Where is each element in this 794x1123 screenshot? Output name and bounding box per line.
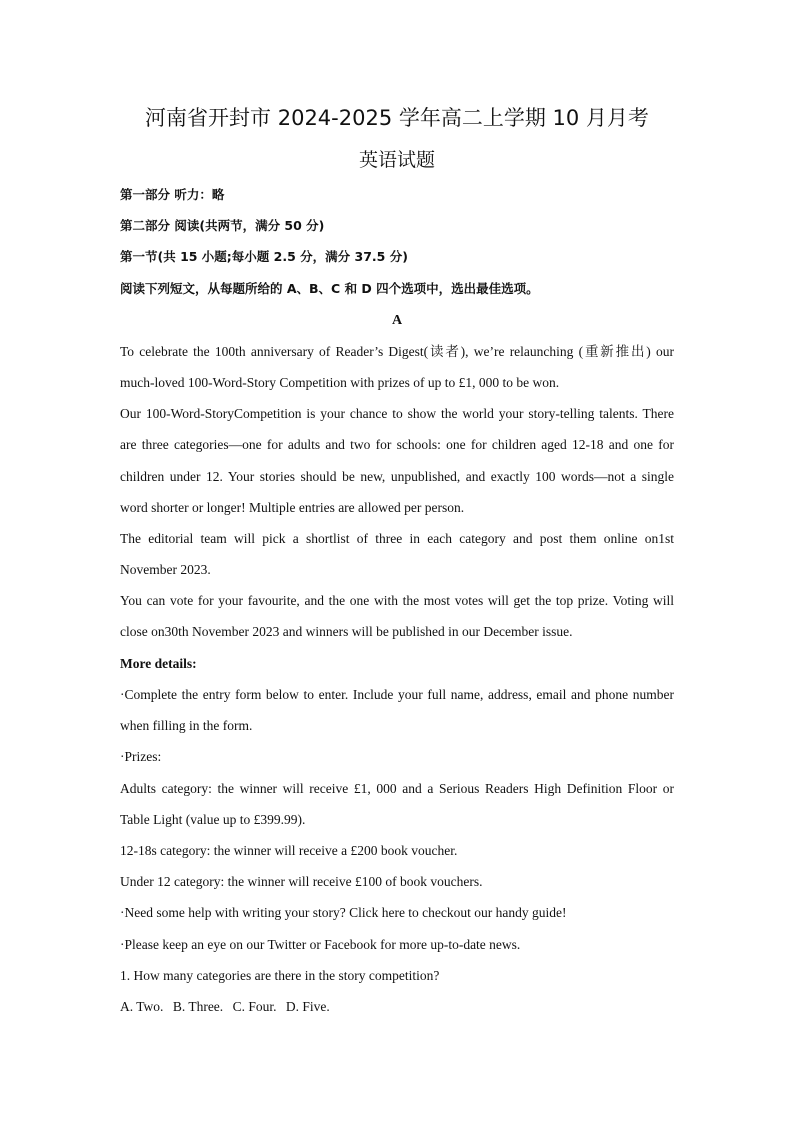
- instruction: 阅读下列短文，从每题所给的 A、B、C 和 D 四个选项中，选出最佳选项。: [120, 281, 539, 296]
- passage-label: A: [391, 313, 403, 328]
- question-1-text: 1. How many categories are there in the story competition?: [120, 968, 440, 983]
- prize-12-18: 12-18s category: the winner will receive a £200 book voucher.: [120, 843, 458, 858]
- prize-under-12: Under 12 category: the winner will receive £100 of book vouchers.: [120, 874, 483, 889]
- part1-heading: 第一部分 听力：略: [120, 187, 225, 202]
- passage-p1-line2: much-loved 100-Word-Story Competition with prizes of up to £1, 000 to be won.: [120, 375, 560, 390]
- detail-entry-line1: ·Complete the entry form below to enter. Include your full name, address, email and phone number: [120, 687, 674, 702]
- passage-p4-line1: You can vote for your favourite, and the one with the most votes will get the top prize. Voting will: [120, 593, 674, 608]
- part2-heading: 第二部分 阅读(共两节，满分 50 分): [120, 218, 325, 233]
- detail-entry-line2: when filling in the form.: [120, 718, 253, 733]
- option-a: A. Two.: [120, 999, 164, 1014]
- passage-p3-line2: November 2023.: [120, 562, 211, 577]
- page-title: 河南省开封市 2024-2025 学年高二上学期 10 月月考: [145, 106, 649, 130]
- passage-p2-line1: Our 100-Word-StoryCompetition is your chance to show the world your story-telling talents. There: [120, 406, 674, 421]
- passage-p3-line1: The editorial team will pick a shortlist of three in each category and post them online on1st: [120, 531, 674, 546]
- question-1-options: [120, 998, 336, 1016]
- option-b: B. Three.: [172, 999, 224, 1014]
- passage-p1-line1: To celebrate the 100th anniversary of Reader’s Digest(读者), we’re relaunching (重新推出) our: [120, 344, 674, 359]
- prize-adults-line2: Table Light (value up to £399.99).: [120, 812, 306, 827]
- page-subtitle: 英语试题: [358, 149, 435, 171]
- part2-section1-heading: 第一节(共 15 小题;每小题 2.5 分，满分 37.5 分): [120, 249, 408, 264]
- option-c: C. Four.: [232, 999, 277, 1014]
- help-note: ·Need some help with writing your story? Click here to checkout our handy guide!: [120, 905, 567, 920]
- passage-p2-line3: children under 12. Your stories should be new, unpublished, and exactly 100 words—not a single: [120, 469, 674, 484]
- news-note: ·Please keep an eye on our Twitter or Facebook for more up-to-date news.: [120, 937, 521, 952]
- prize-adults-line1: Adults category: the winner will receive £1, 000 and a Serious Readers High Definition Floor or: [120, 781, 674, 796]
- passage-p2-line2: are three categories—one for adults and two for schools: one for children aged 12-18 and one for: [120, 437, 674, 452]
- passage-p4-line2: close on30th November 2023 and winners will be published in our December issue.: [120, 624, 573, 639]
- option-d: D. Five.: [285, 999, 330, 1014]
- prizes-label: ·Prizes:: [120, 749, 162, 764]
- passage-p2-line4: word shorter or longer! Multiple entries are allowed per person.: [120, 500, 465, 515]
- more-details-heading: More details:: [120, 656, 197, 671]
